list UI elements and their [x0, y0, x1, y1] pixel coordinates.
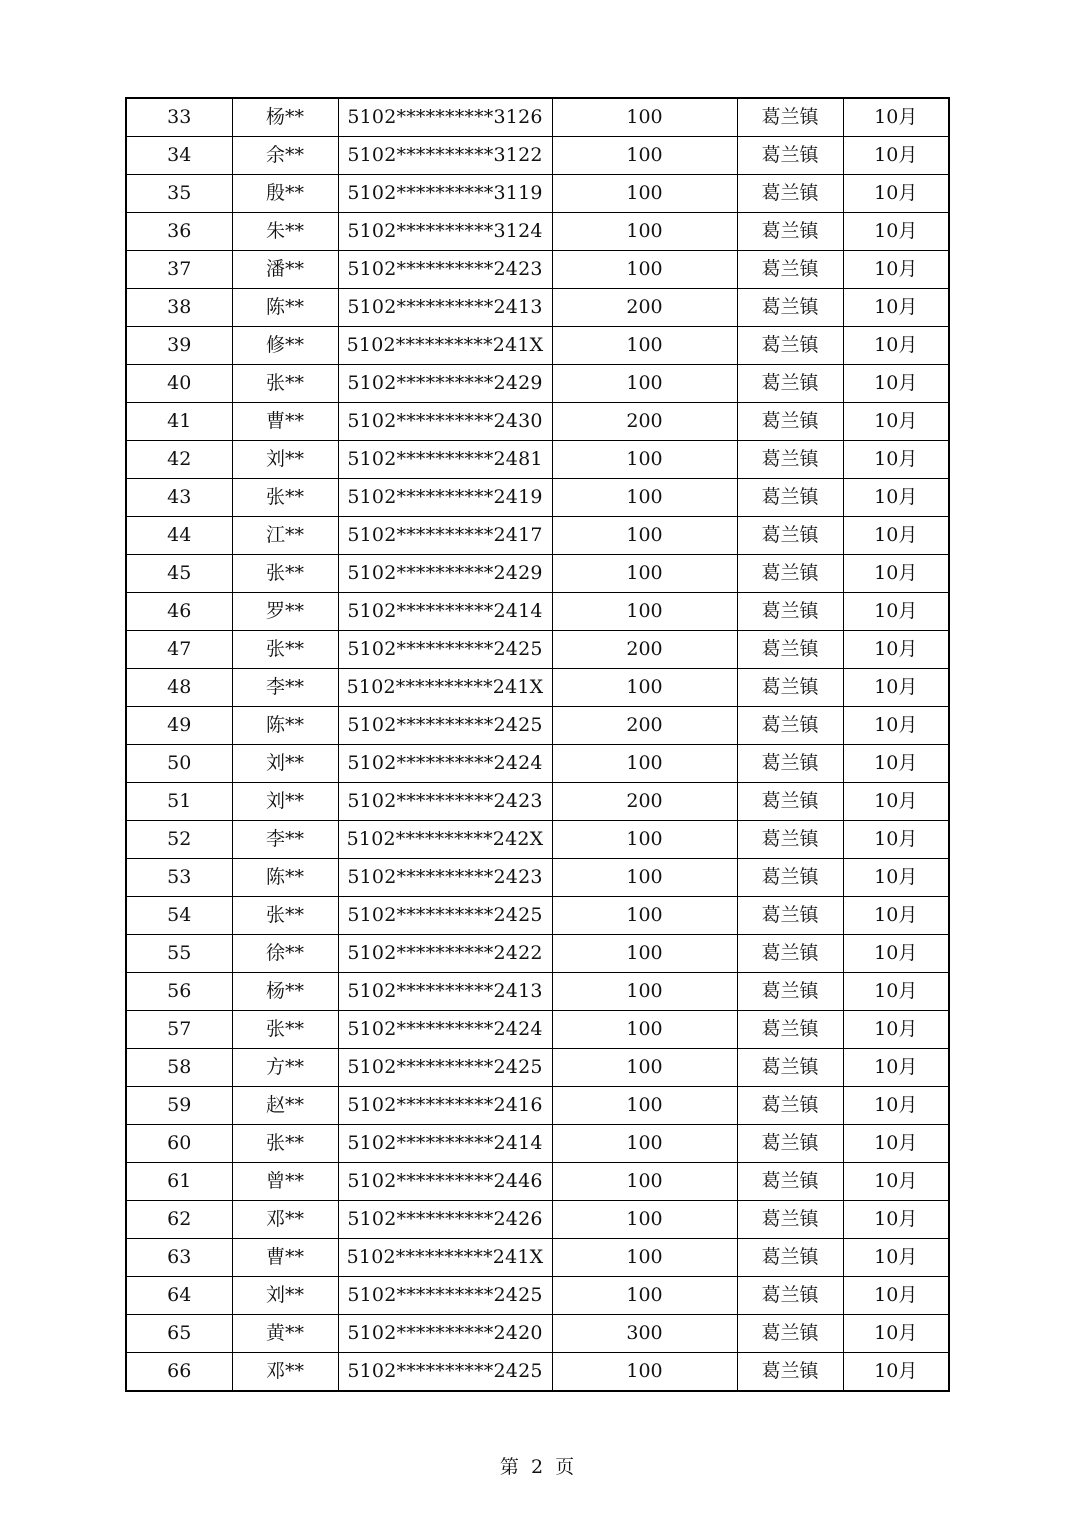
- id-number-cell: 5102**********2424: [338, 745, 552, 783]
- month-cell: 10月: [843, 669, 949, 707]
- table-row: [126, 327, 949, 365]
- row-number-cell: 47: [126, 631, 232, 669]
- amount-cell: 100: [552, 859, 737, 897]
- id-number-cell: 5102**********2423: [338, 251, 552, 289]
- month-cell: 10月: [843, 745, 949, 783]
- name-cell: 陈**: [232, 289, 338, 327]
- town-cell: 葛兰镇: [737, 1163, 843, 1201]
- row-number-cell: 57: [126, 1011, 232, 1049]
- month-cell: 10月: [843, 859, 949, 897]
- id-number-cell: 5102**********2419: [338, 479, 552, 517]
- records-table: [125, 97, 950, 1392]
- row-number-cell: 49: [126, 707, 232, 745]
- row-number-cell: 48: [126, 669, 232, 707]
- id-number-cell: 5102**********2425: [338, 631, 552, 669]
- amount-cell: 200: [552, 783, 737, 821]
- town-cell: 葛兰镇: [737, 555, 843, 593]
- town-cell: 葛兰镇: [737, 593, 843, 631]
- row-number-cell: 53: [126, 859, 232, 897]
- month-cell: 10月: [843, 213, 949, 251]
- amount-cell: 100: [552, 98, 737, 137]
- name-cell: 陈**: [232, 859, 338, 897]
- table-row: [126, 897, 949, 935]
- table-row: [126, 669, 949, 707]
- name-cell: 曾**: [232, 1163, 338, 1201]
- name-cell: 刘**: [232, 441, 338, 479]
- row-number-cell: 55: [126, 935, 232, 973]
- id-number-cell: 5102**********3119: [338, 175, 552, 213]
- amount-cell: 100: [552, 137, 737, 175]
- table-row: [126, 1011, 949, 1049]
- town-cell: 葛兰镇: [737, 631, 843, 669]
- table-row: [126, 631, 949, 669]
- town-cell: 葛兰镇: [737, 897, 843, 935]
- name-cell: 邓**: [232, 1353, 338, 1392]
- row-number-cell: 37: [126, 251, 232, 289]
- town-cell: 葛兰镇: [737, 1239, 843, 1277]
- month-cell: 10月: [843, 327, 949, 365]
- town-cell: 葛兰镇: [737, 213, 843, 251]
- name-cell: 李**: [232, 821, 338, 859]
- id-number-cell: 5102**********2423: [338, 783, 552, 821]
- amount-cell: 100: [552, 1011, 737, 1049]
- name-cell: 修**: [232, 327, 338, 365]
- row-number-cell: 62: [126, 1201, 232, 1239]
- amount-cell: 100: [552, 1239, 737, 1277]
- row-number-cell: 52: [126, 821, 232, 859]
- month-cell: 10月: [843, 821, 949, 859]
- table-row: [126, 479, 949, 517]
- table-row: [126, 137, 949, 175]
- name-cell: 江**: [232, 517, 338, 555]
- month-cell: 10月: [843, 479, 949, 517]
- month-cell: 10月: [843, 935, 949, 973]
- id-number-cell: 5102**********2413: [338, 973, 552, 1011]
- row-number-cell: 65: [126, 1315, 232, 1353]
- amount-cell: 200: [552, 403, 737, 441]
- name-cell: 曹**: [232, 403, 338, 441]
- month-cell: 10月: [843, 1125, 949, 1163]
- table-row: [126, 593, 949, 631]
- name-cell: 邓**: [232, 1201, 338, 1239]
- id-number-cell: 5102**********2481: [338, 441, 552, 479]
- town-cell: 葛兰镇: [737, 403, 843, 441]
- name-cell: 罗**: [232, 593, 338, 631]
- row-number-cell: 36: [126, 213, 232, 251]
- name-cell: 刘**: [232, 745, 338, 783]
- table-row: [126, 289, 949, 327]
- table-row: [126, 1125, 949, 1163]
- row-number-cell: 34: [126, 137, 232, 175]
- records-table-body: [126, 98, 949, 1391]
- table-row: [126, 441, 949, 479]
- name-cell: 李**: [232, 669, 338, 707]
- id-number-cell: 5102**********241X: [338, 1239, 552, 1277]
- name-cell: 张**: [232, 1125, 338, 1163]
- town-cell: 葛兰镇: [737, 441, 843, 479]
- town-cell: 葛兰镇: [737, 137, 843, 175]
- row-number-cell: 35: [126, 175, 232, 213]
- table-row: [126, 1353, 949, 1392]
- month-cell: 10月: [843, 973, 949, 1011]
- row-number-cell: 43: [126, 479, 232, 517]
- town-cell: 葛兰镇: [737, 1201, 843, 1239]
- town-cell: 葛兰镇: [737, 327, 843, 365]
- amount-cell: 100: [552, 517, 737, 555]
- name-cell: 张**: [232, 479, 338, 517]
- row-number-cell: 41: [126, 403, 232, 441]
- row-number-cell: 46: [126, 593, 232, 631]
- id-number-cell: 5102**********241X: [338, 327, 552, 365]
- month-cell: 10月: [843, 1201, 949, 1239]
- town-cell: 葛兰镇: [737, 98, 843, 137]
- name-cell: 曹**: [232, 1239, 338, 1277]
- table-row: [126, 821, 949, 859]
- name-cell: 刘**: [232, 1277, 338, 1315]
- name-cell: 杨**: [232, 973, 338, 1011]
- id-number-cell: 5102**********2416: [338, 1087, 552, 1125]
- name-cell: 张**: [232, 1011, 338, 1049]
- id-number-cell: 5102**********242X: [338, 821, 552, 859]
- row-number-cell: 59: [126, 1087, 232, 1125]
- month-cell: 10月: [843, 1353, 949, 1392]
- amount-cell: 100: [552, 1353, 737, 1392]
- row-number-cell: 56: [126, 973, 232, 1011]
- id-number-cell: 5102**********2425: [338, 707, 552, 745]
- amount-cell: 300: [552, 1315, 737, 1353]
- table-row: [126, 175, 949, 213]
- month-cell: 10月: [843, 175, 949, 213]
- town-cell: 葛兰镇: [737, 175, 843, 213]
- table-row: [126, 1049, 949, 1087]
- month-cell: 10月: [843, 1239, 949, 1277]
- name-cell: 张**: [232, 897, 338, 935]
- table-row: [126, 251, 949, 289]
- id-number-cell: 5102**********2423: [338, 859, 552, 897]
- month-cell: 10月: [843, 1049, 949, 1087]
- town-cell: 葛兰镇: [737, 783, 843, 821]
- table-row: [126, 783, 949, 821]
- row-number-cell: 38: [126, 289, 232, 327]
- amount-cell: 100: [552, 175, 737, 213]
- month-cell: 10月: [843, 517, 949, 555]
- id-number-cell: 5102**********2446: [338, 1163, 552, 1201]
- month-cell: 10月: [843, 289, 949, 327]
- table-row: [126, 1087, 949, 1125]
- name-cell: 张**: [232, 631, 338, 669]
- id-number-cell: 5102**********2414: [338, 593, 552, 631]
- town-cell: 葛兰镇: [737, 935, 843, 973]
- town-cell: 葛兰镇: [737, 1315, 843, 1353]
- name-cell: 潘**: [232, 251, 338, 289]
- name-cell: 朱**: [232, 213, 338, 251]
- month-cell: 10月: [843, 403, 949, 441]
- amount-cell: 100: [552, 479, 737, 517]
- amount-cell: 100: [552, 821, 737, 859]
- amount-cell: 100: [552, 669, 737, 707]
- town-cell: 葛兰镇: [737, 1125, 843, 1163]
- town-cell: 葛兰镇: [737, 251, 843, 289]
- page-number: 第 2 页: [499, 1456, 575, 1478]
- row-number-cell: 54: [126, 897, 232, 935]
- row-number-cell: 58: [126, 1049, 232, 1087]
- amount-cell: 200: [552, 707, 737, 745]
- town-cell: 葛兰镇: [737, 1087, 843, 1125]
- name-cell: 刘**: [232, 783, 338, 821]
- month-cell: 10月: [843, 1277, 949, 1315]
- month-cell: 10月: [843, 137, 949, 175]
- row-number-cell: 51: [126, 783, 232, 821]
- table-row: [126, 707, 949, 745]
- amount-cell: 100: [552, 327, 737, 365]
- month-cell: 10月: [843, 707, 949, 745]
- row-number-cell: 44: [126, 517, 232, 555]
- town-cell: 葛兰镇: [737, 669, 843, 707]
- town-cell: 葛兰镇: [737, 479, 843, 517]
- month-cell: 10月: [843, 98, 949, 137]
- id-number-cell: 5102**********2420: [338, 1315, 552, 1353]
- month-cell: 10月: [843, 251, 949, 289]
- name-cell: 徐**: [232, 935, 338, 973]
- table-row: [126, 935, 949, 973]
- table-row: [126, 973, 949, 1011]
- name-cell: 陈**: [232, 707, 338, 745]
- id-number-cell: 5102**********2429: [338, 365, 552, 403]
- id-number-cell: 5102**********3126: [338, 98, 552, 137]
- table-row: [126, 403, 949, 441]
- table-row: [126, 1239, 949, 1277]
- name-cell: 方**: [232, 1049, 338, 1087]
- row-number-cell: 60: [126, 1125, 232, 1163]
- row-number-cell: 66: [126, 1353, 232, 1392]
- month-cell: 10月: [843, 897, 949, 935]
- id-number-cell: 5102**********2429: [338, 555, 552, 593]
- town-cell: 葛兰镇: [737, 745, 843, 783]
- month-cell: 10月: [843, 783, 949, 821]
- table-row: [126, 745, 949, 783]
- table-row: [126, 1201, 949, 1239]
- month-cell: 10月: [843, 1315, 949, 1353]
- town-cell: 葛兰镇: [737, 1049, 843, 1087]
- row-number-cell: 64: [126, 1277, 232, 1315]
- id-number-cell: 5102**********2425: [338, 897, 552, 935]
- town-cell: 葛兰镇: [737, 1353, 843, 1392]
- amount-cell: 100: [552, 251, 737, 289]
- id-number-cell: 5102**********3122: [338, 137, 552, 175]
- name-cell: 张**: [232, 365, 338, 403]
- amount-cell: 200: [552, 289, 737, 327]
- amount-cell: 100: [552, 1163, 737, 1201]
- id-number-cell: 5102**********2430: [338, 403, 552, 441]
- name-cell: 殷**: [232, 175, 338, 213]
- name-cell: 黄**: [232, 1315, 338, 1353]
- id-number-cell: 5102**********2426: [338, 1201, 552, 1239]
- amount-cell: 100: [552, 555, 737, 593]
- amount-cell: 100: [552, 1277, 737, 1315]
- table-row: [126, 859, 949, 897]
- town-cell: 葛兰镇: [737, 973, 843, 1011]
- table-row: [126, 1277, 949, 1315]
- table-row: [126, 555, 949, 593]
- amount-cell: 100: [552, 1087, 737, 1125]
- amount-cell: 200: [552, 631, 737, 669]
- month-cell: 10月: [843, 555, 949, 593]
- row-number-cell: 45: [126, 555, 232, 593]
- row-number-cell: 63: [126, 1239, 232, 1277]
- month-cell: 10月: [843, 441, 949, 479]
- town-cell: 葛兰镇: [737, 365, 843, 403]
- id-number-cell: 5102**********2425: [338, 1353, 552, 1392]
- table-row: [126, 213, 949, 251]
- id-number-cell: 5102**********241X: [338, 669, 552, 707]
- month-cell: 10月: [843, 1163, 949, 1201]
- id-number-cell: 5102**********2413: [338, 289, 552, 327]
- id-number-cell: 5102**********2414: [338, 1125, 552, 1163]
- amount-cell: 100: [552, 935, 737, 973]
- name-cell: 余**: [232, 137, 338, 175]
- town-cell: 葛兰镇: [737, 707, 843, 745]
- name-cell: 张**: [232, 555, 338, 593]
- amount-cell: 100: [552, 1125, 737, 1163]
- id-number-cell: 5102**********2425: [338, 1277, 552, 1315]
- id-number-cell: 5102**********3124: [338, 213, 552, 251]
- amount-cell: 100: [552, 1201, 737, 1239]
- town-cell: 葛兰镇: [737, 517, 843, 555]
- month-cell: 10月: [843, 1011, 949, 1049]
- amount-cell: 100: [552, 745, 737, 783]
- month-cell: 10月: [843, 365, 949, 403]
- table-row: [126, 98, 949, 137]
- name-cell: 赵**: [232, 1087, 338, 1125]
- amount-cell: 100: [552, 1049, 737, 1087]
- row-number-cell: 50: [126, 745, 232, 783]
- row-number-cell: 42: [126, 441, 232, 479]
- town-cell: 葛兰镇: [737, 859, 843, 897]
- id-number-cell: 5102**********2422: [338, 935, 552, 973]
- amount-cell: 100: [552, 897, 737, 935]
- month-cell: 10月: [843, 1087, 949, 1125]
- name-cell: 杨**: [232, 98, 338, 137]
- table-row: [126, 517, 949, 555]
- id-number-cell: 5102**********2417: [338, 517, 552, 555]
- town-cell: 葛兰镇: [737, 1011, 843, 1049]
- row-number-cell: 61: [126, 1163, 232, 1201]
- row-number-cell: 39: [126, 327, 232, 365]
- table-row: [126, 365, 949, 403]
- row-number-cell: 40: [126, 365, 232, 403]
- id-number-cell: 5102**********2425: [338, 1049, 552, 1087]
- id-number-cell: 5102**********2424: [338, 1011, 552, 1049]
- amount-cell: 100: [552, 441, 737, 479]
- amount-cell: 100: [552, 593, 737, 631]
- town-cell: 葛兰镇: [737, 821, 843, 859]
- town-cell: 葛兰镇: [737, 1277, 843, 1315]
- row-number-cell: 33: [126, 98, 232, 137]
- town-cell: 葛兰镇: [737, 289, 843, 327]
- month-cell: 10月: [843, 593, 949, 631]
- amount-cell: 100: [552, 973, 737, 1011]
- amount-cell: 100: [552, 213, 737, 251]
- table-row: [126, 1163, 949, 1201]
- month-cell: 10月: [843, 631, 949, 669]
- amount-cell: 100: [552, 365, 737, 403]
- table-row: [126, 1315, 949, 1353]
